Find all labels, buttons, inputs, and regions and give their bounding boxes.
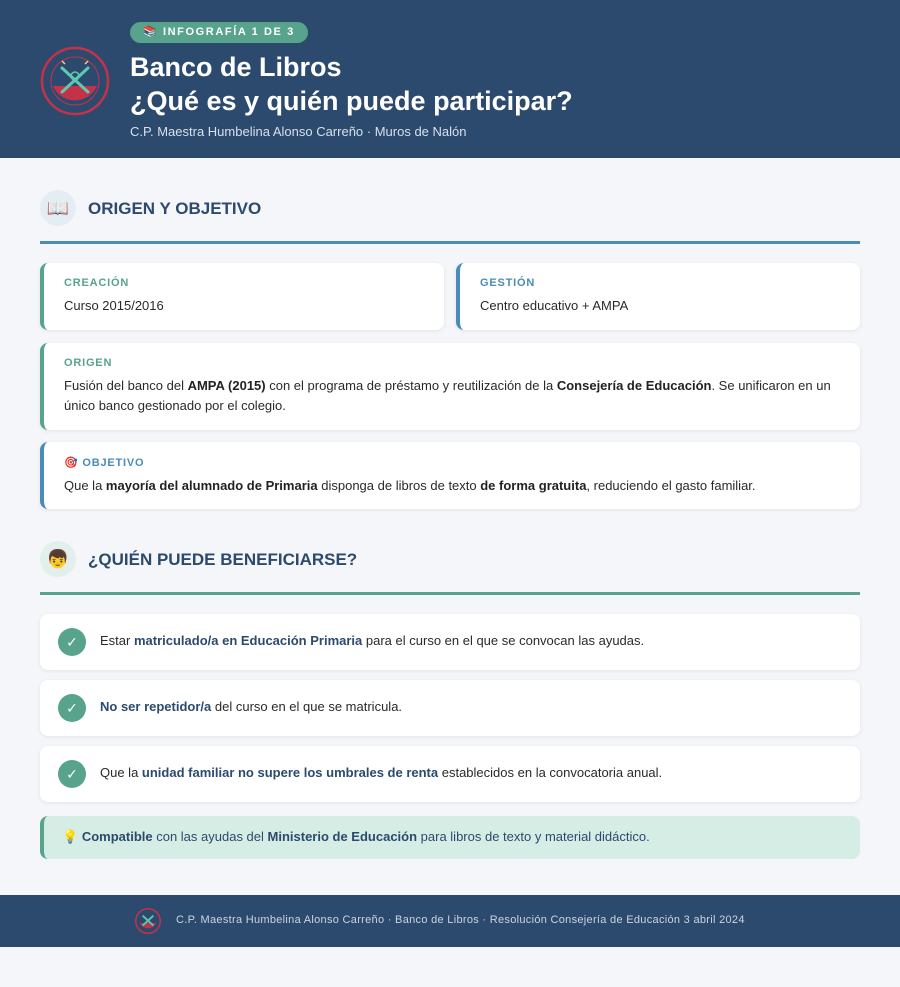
lightbulb-icon: 💡: [62, 829, 79, 844]
card-value: Centro educativo + AMPA: [480, 298, 629, 313]
eligibility-item: [40, 614, 860, 670]
eligibility-item: [40, 680, 860, 736]
card-description: Que la mayoría del alumnado de Primaria disponga de libros de texto de forma gratuita, reduciendo el gasto familiar.: [64, 478, 756, 493]
school-logo-icon: [135, 908, 161, 934]
card-value: Curso 2015/2016: [64, 298, 164, 313]
card-label: ORIGEN: [64, 357, 113, 369]
section-divider: [40, 592, 860, 595]
page-title-line2: ¿Qué es y quién puede participar?: [130, 86, 573, 116]
section-divider: [40, 241, 860, 244]
section-title-origen: ORIGEN Y OBJETIVO: [88, 199, 262, 218]
page-title-line1: Banco de Libros: [130, 52, 342, 82]
check-icon: ✓: [58, 694, 86, 722]
check-icon: ✓: [58, 628, 86, 656]
card-creacion: [40, 263, 444, 330]
footer-text: C.P. Maestra Humbelina Alonso Carreño · Banco de Libros · Resolución Consejería de Educación 3 abril 2024: [176, 914, 745, 926]
eligibility-text: No ser repetidor/a del curso en el que se matricula.: [100, 699, 403, 714]
card-objetivo: [40, 442, 860, 509]
section-beneficiarios-header: [40, 541, 860, 596]
book-icon: 📖: [40, 190, 76, 226]
eligibility-item: [40, 746, 860, 802]
boy-icon: 👦: [40, 541, 76, 577]
page-subtitle: C.P. Maestra Humbelina Alonso Carreño · Muros de Nalón: [130, 124, 467, 139]
eligibility-text: Estar matriculado/a en Educación Primaria para el curso en el que se convocan las ayudas.: [100, 633, 645, 648]
card-label: 🎯 OBJETIVO: [64, 457, 145, 469]
card-label: CREACIÓN: [64, 277, 130, 289]
card-gestion: [456, 263, 860, 330]
target-icon: 🎯: [64, 457, 79, 469]
infographic-badge: 📚 INFOGRAFÍA 1 DE 3: [130, 22, 308, 43]
card-origen: [40, 343, 860, 430]
section-origen-header: [40, 190, 860, 245]
eligibility-text: Que la unidad familiar no supere los umbrales de renta establecidos en la convocatoria anual.: [100, 765, 663, 780]
section-title-beneficiarios: ¿QUIÉN PUEDE BENEFICIARSE?: [88, 550, 358, 569]
page-title: [130, 50, 573, 118]
school-logo-icon: [40, 46, 110, 116]
header: [0, 0, 900, 158]
check-icon: ✓: [58, 760, 86, 788]
card-description: Fusión del banco del AMPA (2015) con el programa de préstamo y reutilización de la Consejería de Educación. Se unificaron en un único banco gestionado por el colegio.: [64, 378, 831, 413]
card-label: GESTIÓN: [480, 277, 536, 289]
footer: [0, 895, 900, 947]
compatibility-note: 💡 Compatible con las ayudas del Ministerio de Educación para libros de texto y material didáctico.: [40, 816, 860, 859]
